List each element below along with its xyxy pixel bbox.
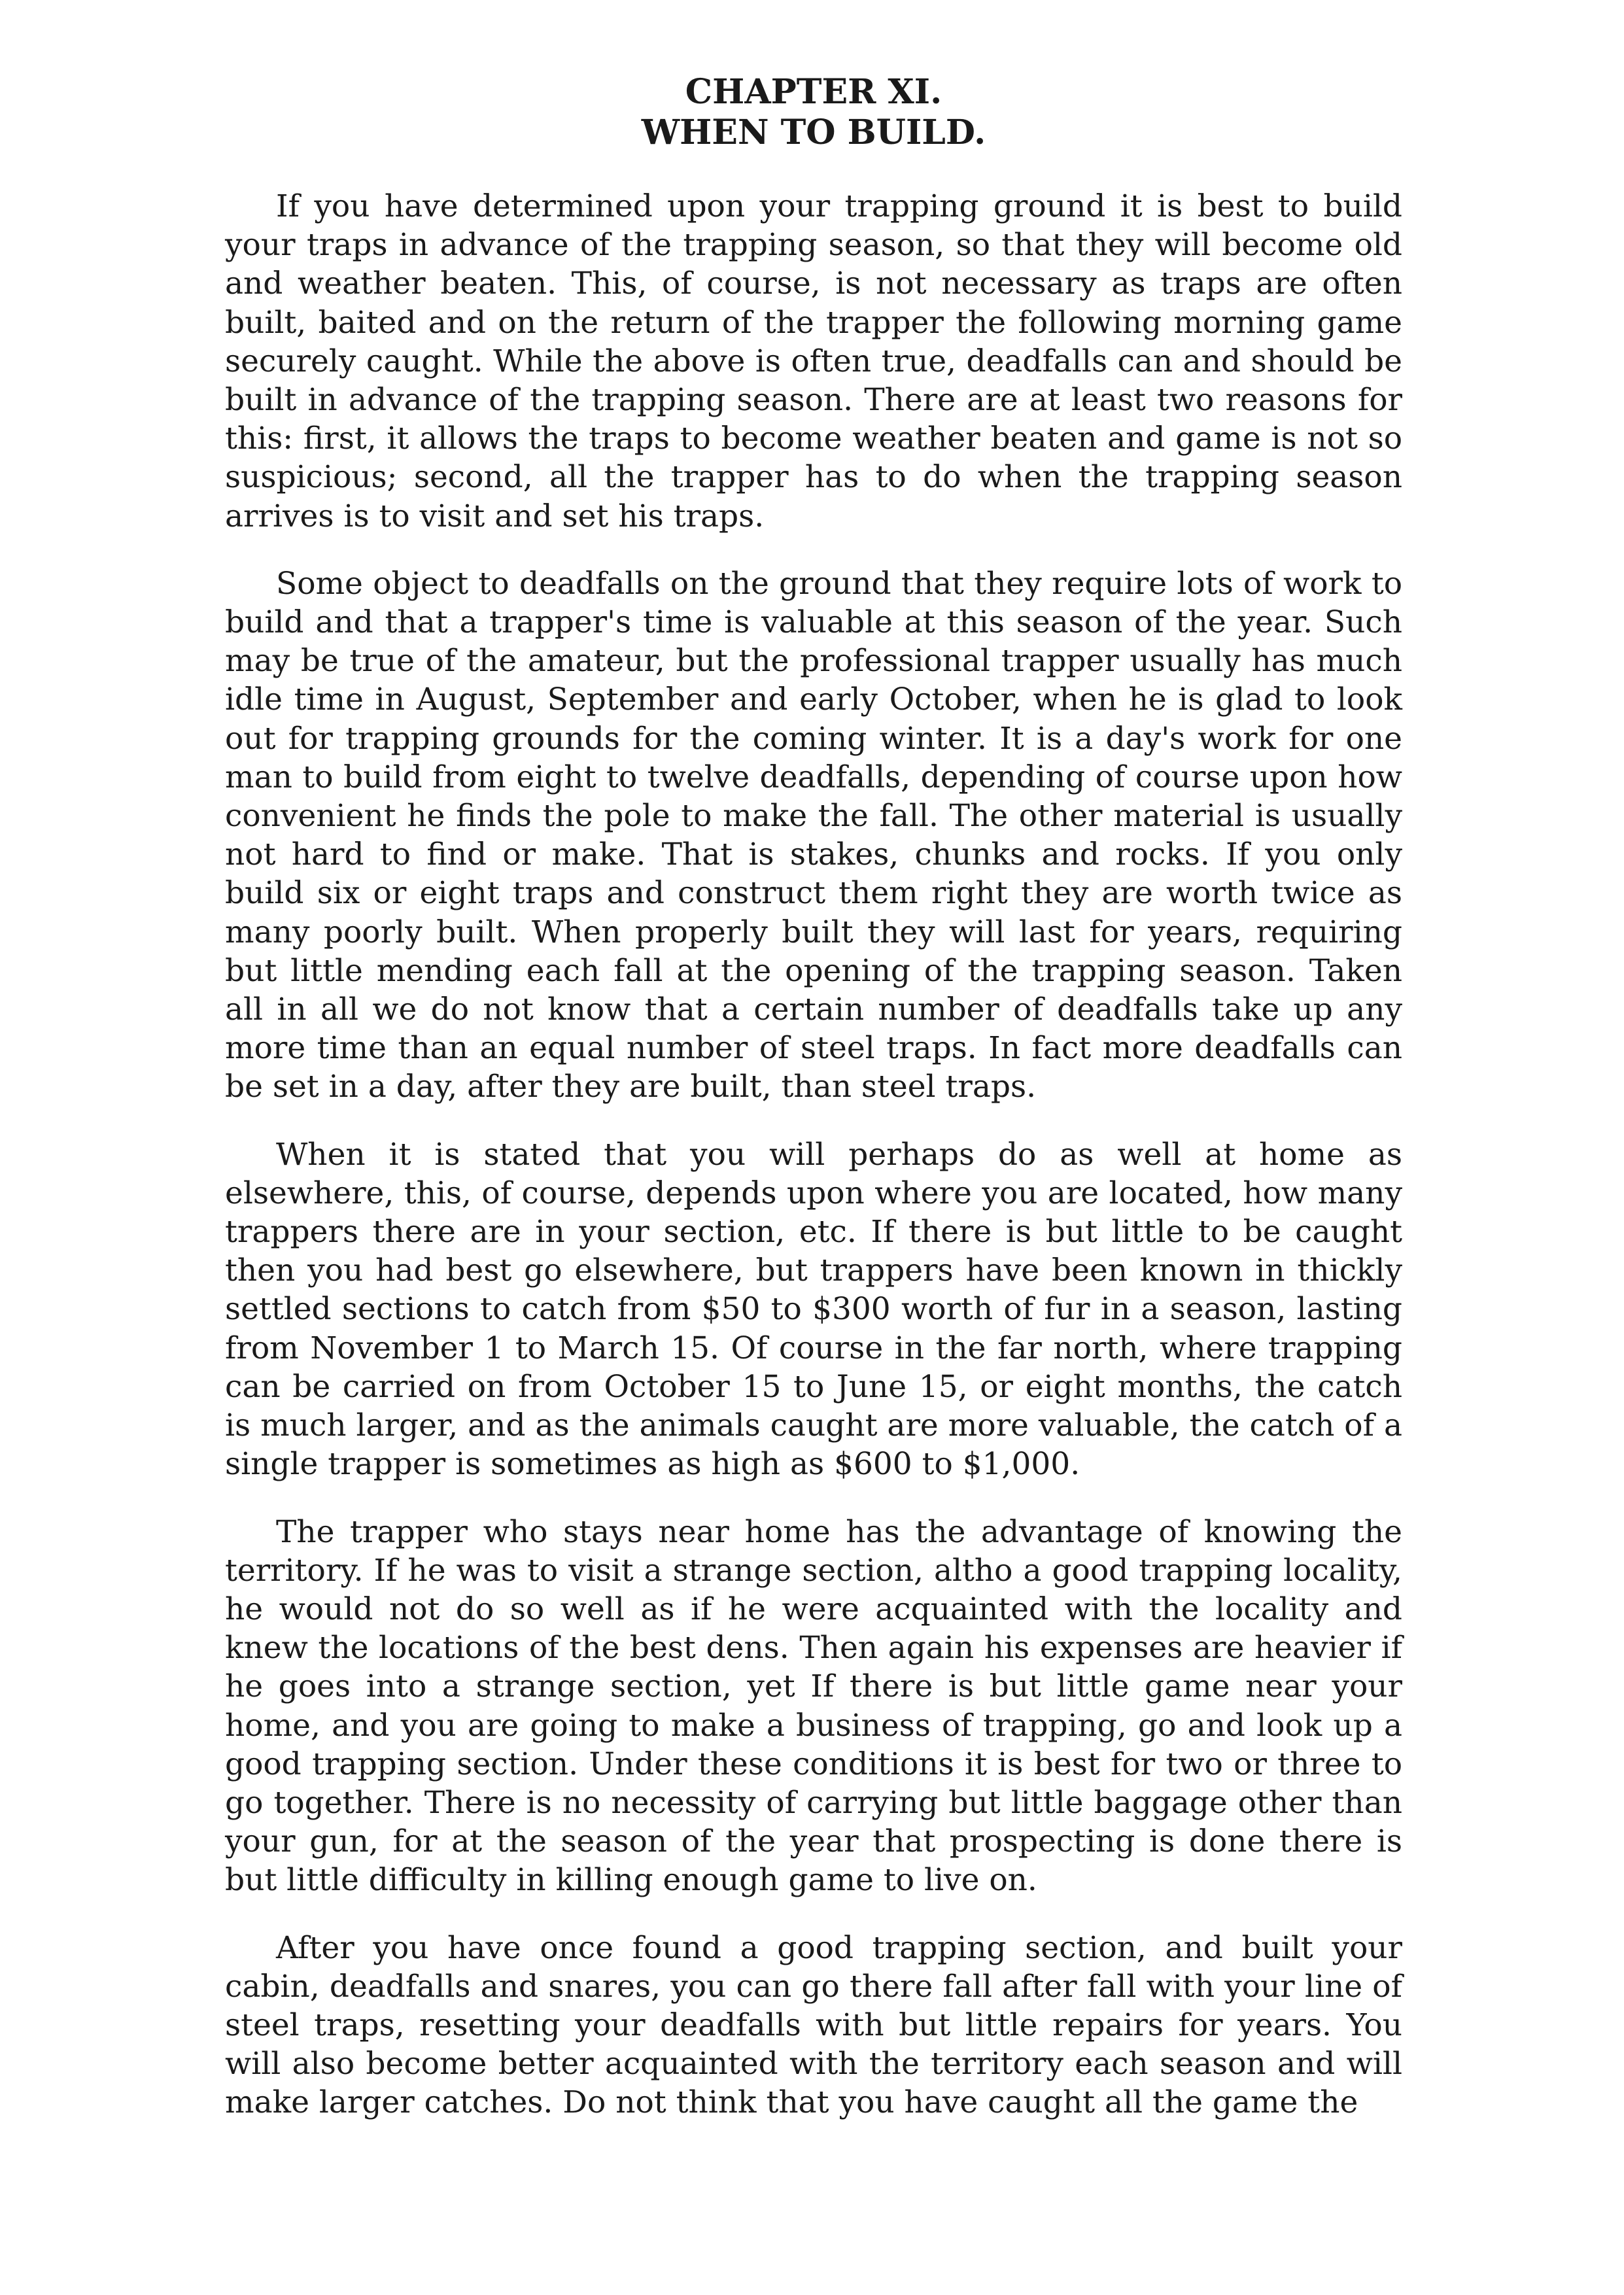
body-paragraph: Some object to deadfalls on the ground that they require lots of work to build and that a trapper's time is valuable at this season of the year. Such may be true of the amateur, but the professional trapper usually has much idle time in August, September and early October, when he is glad to look out for trapping grounds for the coming winter. It is a day's work for one man to build from eight to twelve deadfalls, depending of course upon how convenient he finds the pole to make the fall. The other material is usually not hard to find or make. That is stakes, chunks and rocks. If you only build six or eight traps and construct them right they are worth twice as many poorly built. When properly built they will last for years, requiring but little mending each fall at the opening of the trapping season. Taken all in all we do not know that a certain number of deadfalls take up any more time than an equal number of steel traps. In fact more deadfalls can be set in a day, after they are built, than steel traps. bbox=[225, 565, 1402, 1105]
body-paragraph: When it is stated that you will perhaps do as well at home as elsewhere, this, of course, depends upon where you are located, how many trappers there are in your section, etc. If there is but little to be caught then you had best go elsewhere, but trappers have been known in thickly settled sections to catch from $50 to $300 worth of fur in a season, lasting from November 1 to March 15. Of course in the far north, where trapping can be carried on from October 15 to June 15, or eight months, the catch is much larger, and as the animals caught are more valuable, the catch of a single trapper is sometimes as high as $600 to $1,000. bbox=[225, 1136, 1402, 1483]
chapter-number: CHAPTER XI. bbox=[685, 72, 942, 112]
body-paragraph: The trapper who stays near home has the advantage of knowing the territory. If he was to visit a strange section, altho a good trapping locality, he would not do so well as if he were acquainted with the locality and knew the locations of the best dens. Then again his expenses are heavier if he goes into a strange section, yet If there is but little game near your home, and you are going to make a business of trapping, go and look up a good trapping section. Under these conditions it is best for two or three to go together. There is no necessity of carrying but little baggage other than your gun, for at the season of the year that prospecting is done there is but little difficulty in killing enough game to live on. bbox=[225, 1513, 1402, 1899]
chapter-heading bbox=[225, 72, 1402, 153]
body-paragraph: After you have once found a good trapping section, and built your cabin, deadfalls and snares, you can go there fall after fall with your line of steel traps, resetting your deadfalls with but little repairs for years. You will also become better acquainted with the territory each season and will make larger catches. Do not think that you have caught all the game the bbox=[225, 1929, 1402, 2121]
body-paragraph: If you have determined upon your trapping ground it is best to build your traps in advance of the trapping season, so that they will become old and weather beaten. This, of course, is not necessary as traps are often built, baited and on the return of the trapper the following morning game securely caught. While the above is often true, deadfalls can and should be built in advance of the trapping season. There are at least two reasons for this: first, it allows the traps to become weather beaten and game is not so suspicious; second, all the trapper has to do when the trapping season arrives is to visit and set his traps. bbox=[225, 188, 1402, 534]
chapter-title: WHEN TO BUILD. bbox=[641, 112, 986, 152]
document-page bbox=[225, 72, 1402, 2151]
